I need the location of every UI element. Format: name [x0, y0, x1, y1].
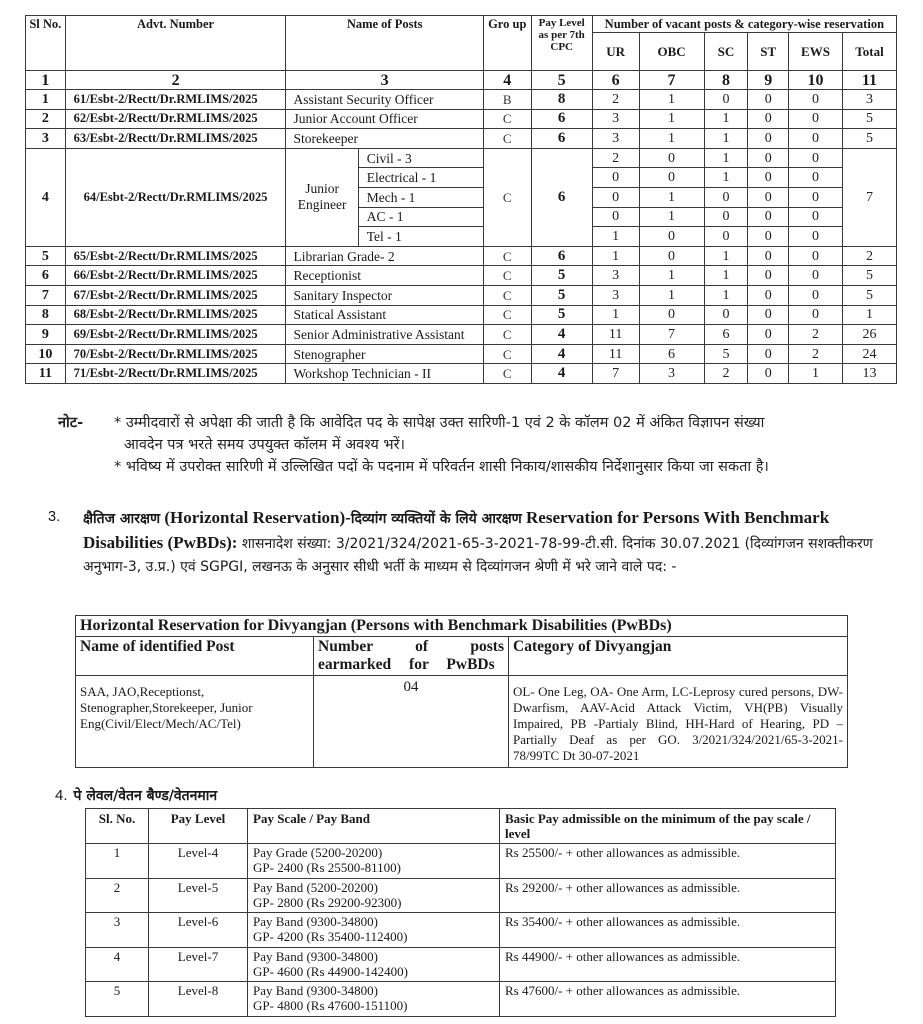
cell-advt: 61/Esbt-2/Rectt/Dr.RMLIMS/2025	[65, 90, 286, 110]
header-vacancy-group: Number of vacant posts & category-wise reservation	[592, 16, 896, 33]
cell-obc: 1	[639, 207, 704, 227]
cell-st: 0	[748, 148, 789, 168]
cell-level: Level-4	[149, 844, 248, 879]
header-identified-post: Name of identified Post	[76, 637, 314, 676]
cell-basic: Rs 47600/- + other allowances as admissible.	[500, 982, 836, 1017]
cell-posts-count: 04	[314, 676, 509, 768]
cell-ews: 0	[789, 168, 843, 188]
header-group: Gro up	[483, 16, 531, 71]
cell-advt: 63/Esbt-2/Rectt/Dr.RMLIMS/2025	[65, 129, 286, 149]
cell-ews: 0	[789, 207, 843, 227]
cell-total: 7	[842, 148, 896, 246]
scale-line-2: GP- 4200 (Rs 35400-112400)	[253, 929, 408, 945]
cell-st: 0	[748, 109, 789, 129]
cell-pay: 4	[531, 325, 592, 345]
cell-obc: 1	[639, 109, 704, 129]
cell-st: 0	[748, 187, 789, 207]
cell-pay: 6	[531, 129, 592, 149]
cell-ews: 2	[789, 344, 843, 364]
pay-header-row	[86, 809, 836, 844]
cell-sl: 1	[86, 844, 149, 879]
scale-line-1: Pay Band (5200-20200)	[253, 879, 378, 895]
cell-ur: 3	[592, 285, 639, 305]
cell-total: 1	[842, 305, 896, 325]
cell-advt: 62/Esbt-2/Rectt/Dr.RMLIMS/2025	[65, 109, 286, 129]
pwbd-header-row	[76, 637, 848, 676]
table-row	[26, 266, 897, 286]
col-num: 5	[531, 71, 592, 90]
section-3-text	[83, 506, 878, 579]
cell-group: B	[483, 90, 531, 110]
cell-group: C	[483, 344, 531, 364]
cell-ews: 2	[789, 325, 843, 345]
cell-sl: 8	[26, 305, 66, 325]
cell-advt: 67/Esbt-2/Rectt/Dr.RMLIMS/2025	[65, 285, 286, 305]
pwbd-table-title: Horizontal Reservation for Divyangjan (Persons with Benchmark Disabilities (PwBDs)	[76, 616, 848, 637]
header-sc: SC	[704, 33, 748, 71]
cell-advt: 65/Esbt-2/Rectt/Dr.RMLIMS/2025	[65, 246, 286, 266]
cell-sc: 0	[704, 207, 748, 227]
header-ur: UR	[592, 33, 639, 71]
vacancy-table	[25, 15, 897, 384]
cell-group: C	[483, 129, 531, 149]
header-category: Category of Divyangjan	[509, 637, 848, 676]
cell-st: 0	[748, 266, 789, 286]
header-sl-no: Sl. No.	[86, 809, 149, 844]
cell-group: C	[483, 109, 531, 129]
cell-discipline: Civil - 3	[358, 148, 483, 168]
cell-post: Statical Assistant	[286, 305, 483, 325]
cell-ews: 0	[789, 266, 843, 286]
cell-group: C	[483, 246, 531, 266]
scale-line-2: GP- 2800 (Rs 29200-92300)	[253, 894, 402, 910]
cell-total: 5	[842, 109, 896, 129]
table-row	[26, 364, 897, 384]
header-pay-level: Pay Level	[149, 809, 248, 844]
cell-sc: 0	[704, 305, 748, 325]
col-num: 8	[704, 71, 748, 90]
table-row	[86, 947, 836, 982]
cell-ews: 0	[789, 246, 843, 266]
pay-scale-table	[85, 808, 836, 1017]
cell-ur: 3	[592, 129, 639, 149]
col-num: 10	[789, 71, 843, 90]
cell-post: Sanitary Inspector	[286, 285, 483, 305]
cell-total: 5	[842, 285, 896, 305]
cell-st: 0	[748, 305, 789, 325]
cell-sc: 1	[704, 285, 748, 305]
pwbd-title-row	[76, 616, 848, 637]
section-3-heading-en-1: (Horizontal Reservation)-	[160, 508, 351, 527]
cell-obc: 1	[639, 285, 704, 305]
cell-basic: Rs 44900/- + other allowances as admissible.	[500, 947, 836, 982]
cell-advt: 70/Esbt-2/Rectt/Dr.RMLIMS/2025	[65, 344, 286, 364]
cell-post: Receptionist	[286, 266, 483, 286]
cell-sl: 4	[26, 148, 66, 246]
cell-total: 3	[842, 90, 896, 110]
header-st: ST	[748, 33, 789, 71]
column-number-row	[26, 71, 897, 90]
cell-ur: 7	[592, 364, 639, 384]
cell-discipline: AC - 1	[358, 207, 483, 227]
cell-group: C	[483, 266, 531, 286]
cell-pay: 6	[531, 109, 592, 129]
cell-group: C	[483, 364, 531, 384]
cell-group: C	[483, 285, 531, 305]
note-label: नोट-	[58, 415, 84, 431]
cell-level: Level-8	[149, 982, 248, 1017]
cell-level: Level-7	[149, 947, 248, 982]
cell-level: Level-5	[149, 878, 248, 913]
cell-pay: 4	[531, 344, 592, 364]
cell-ur: 2	[592, 90, 639, 110]
header-pay-level: Pay Level as per 7th CPC	[531, 16, 592, 71]
cell-obc: 0	[639, 305, 704, 325]
cell-sl: 9	[26, 325, 66, 345]
header-ews: EWS	[789, 33, 843, 71]
cell-st: 0	[748, 285, 789, 305]
table-row	[26, 325, 897, 345]
cell-sc: 2	[704, 364, 748, 384]
cell-ur: 2	[592, 148, 639, 168]
cell-sc: 1	[704, 168, 748, 188]
cell-pay: 5	[531, 266, 592, 286]
cell-post: Junior Account Officer	[286, 109, 483, 129]
cell-obc: 0	[639, 227, 704, 247]
table-row	[26, 246, 897, 266]
table-row	[86, 844, 836, 879]
cell-ur: 11	[592, 344, 639, 364]
table-row	[26, 305, 897, 325]
header-obc: OBC	[639, 33, 704, 71]
cell-discipline: Mech - 1	[358, 187, 483, 207]
cell-categories: OL- One Leg, OA- One Arm, LC-Leprosy cured persons, DW- Dwarfism, AAV-Acid Attack Victim, VH(PB) Visually Impaired, PB -Partialy Blind, HH-Hard of Hearing, PD –Partially Deaf as per GO. 3/2021/324/2021/65-3-2021-78/99TC Dt 30-07-2021	[509, 676, 848, 768]
cell-obc: 3	[639, 364, 704, 384]
cell-scale	[248, 844, 500, 879]
cell-advt: 71/Esbt-2/Rectt/Dr.RMLIMS/2025	[65, 364, 286, 384]
cell-sl: 6	[26, 266, 66, 286]
cell-st: 0	[748, 364, 789, 384]
cell-advt: 64/Esbt-2/Rectt/Dr.RMLIMS/2025	[65, 148, 286, 246]
table-row	[26, 109, 897, 129]
cell-sl: 4	[86, 947, 149, 982]
note-line-2: आवदेन पत्र भरते समय उपयुक्त कॉलम में अवश्य भरें।	[124, 437, 406, 453]
cell-pay: 4	[531, 364, 592, 384]
cell-total: 26	[842, 325, 896, 345]
scale-line-1: Pay Grade (5200-20200)	[253, 845, 383, 860]
cell-sc: 1	[704, 266, 748, 286]
cell-sc: 6	[704, 325, 748, 345]
cell-sc: 1	[704, 109, 748, 129]
scale-line-2: GP- 2400 (Rs 25500-81100)	[253, 860, 401, 875]
cell-post: Stenographer	[286, 344, 483, 364]
cell-total: 24	[842, 344, 896, 364]
cell-post: Workshop Technician - II	[286, 364, 483, 384]
cell-advt: 69/Esbt-2/Rectt/Dr.RMLIMS/2025	[65, 325, 286, 345]
col-num: 3	[286, 71, 483, 90]
cell-pay: 6	[531, 148, 592, 246]
section-3-number: 3.	[48, 509, 61, 525]
cell-sl: 5	[86, 982, 149, 1017]
cell-obc: 1	[639, 266, 704, 286]
table-row	[86, 878, 836, 913]
cell-ews: 0	[789, 285, 843, 305]
section-4-title: पे लेवल/वेतन बैण्ड/वेतनमान	[73, 788, 218, 804]
cell-ews: 0	[789, 109, 843, 129]
section-3-horizontal-reservation	[48, 506, 878, 579]
table-row	[26, 344, 897, 364]
scale-line-1: Pay Band (9300-34800)	[253, 983, 378, 999]
cell-basic: Rs 35400/- + other allowances as admissible.	[500, 913, 836, 948]
cell-discipline: Tel - 1	[358, 227, 483, 247]
cell-obc: 7	[639, 325, 704, 345]
section-4-number: 4.	[55, 787, 68, 804]
cell-scale	[248, 947, 500, 982]
cell-obc: 1	[639, 90, 704, 110]
cell-sl: 10	[26, 344, 66, 364]
cell-ews: 0	[789, 227, 843, 247]
cell-post: Storekeeper	[286, 129, 483, 149]
pwbd-table	[75, 615, 848, 768]
note-line-3: * भविष्य में उपरोक्त सारिणी में उल्लिखित पदों के पदनाम में परिवर्तन शासी निकाय/शासकीय निर्देशानुसार किया जा सकता है।	[114, 459, 769, 475]
header-basic-pay: Basic Pay admissible on the minimum of the pay scale / level	[500, 809, 836, 844]
cell-total: 5	[842, 266, 896, 286]
table-row	[26, 90, 897, 110]
cell-sl: 1	[26, 90, 66, 110]
col-num: 7	[639, 71, 704, 90]
cell-post: Senior Administrative Assistant	[286, 325, 483, 345]
cell-ews: 0	[789, 148, 843, 168]
cell-ur: 1	[592, 305, 639, 325]
cell-sc: 1	[704, 246, 748, 266]
cell-ur: 1	[592, 246, 639, 266]
cell-sc: 0	[704, 187, 748, 207]
header-row	[26, 16, 897, 33]
cell-discipline: Electrical - 1	[358, 168, 483, 188]
cell-sl: 3	[26, 129, 66, 149]
cell-sl: 2	[86, 878, 149, 913]
cell-sl: 5	[26, 246, 66, 266]
cell-st: 0	[748, 129, 789, 149]
cell-ur: 0	[592, 168, 639, 188]
cell-ur: 1	[592, 227, 639, 247]
header-total: Total	[842, 33, 896, 71]
cell-group: C	[483, 305, 531, 325]
cell-sc: 1	[704, 129, 748, 149]
cell-scale	[248, 913, 500, 948]
cell-st: 0	[748, 227, 789, 247]
cell-advt: 66/Esbt-2/Rectt/Dr.RMLIMS/2025	[65, 266, 286, 286]
cell-st: 0	[748, 207, 789, 227]
cell-ur: 3	[592, 109, 639, 129]
cell-ews: 0	[789, 90, 843, 110]
col-num: 11	[842, 71, 896, 90]
cell-total: 2	[842, 246, 896, 266]
cell-sc: 1	[704, 148, 748, 168]
cell-ur: 0	[592, 207, 639, 227]
col-num: 4	[483, 71, 531, 90]
cell-scale	[248, 982, 500, 1017]
note-line-1: * उम्मीदवारों से अपेक्षा की जाती है कि आवेदित पद के सापेक्ष उक्त सारिणी-1 एवं 2 के कॉलम 02 में अंकित विज्ञापन संख्या	[114, 415, 765, 431]
cell-level: Level-6	[149, 913, 248, 948]
scale-line-2: GP- 4800 (Rs 47600-151100)	[253, 998, 408, 1014]
section-3-heading-hi-2: दिव्यांग व्यक्तियों के लिये आरक्षण	[350, 511, 522, 527]
header-sl-no: Sl No.	[26, 16, 66, 71]
cell-post: Junior Engineer	[286, 148, 358, 246]
table-row	[86, 913, 836, 948]
cell-ews: 1	[789, 364, 843, 384]
col-num: 2	[65, 71, 286, 90]
cell-st: 0	[748, 168, 789, 188]
table-row	[26, 285, 897, 305]
cell-sl: 7	[26, 285, 66, 305]
cell-obc: 0	[639, 168, 704, 188]
cell-ews: 0	[789, 187, 843, 207]
scale-line-1: Pay Band (9300-34800)	[253, 914, 378, 930]
cell-identified-posts: SAA, JAO,Receptionst, Stenographer,Storekeeper, Junior Eng(Civil/Elect/Mech/AC/Tel)	[76, 676, 314, 768]
cell-ews: 0	[789, 129, 843, 149]
cell-st: 0	[748, 90, 789, 110]
cell-pay: 5	[531, 285, 592, 305]
cell-sc: 0	[704, 90, 748, 110]
cell-st: 0	[748, 344, 789, 364]
note-block	[58, 412, 898, 478]
cell-pay: 8	[531, 90, 592, 110]
cell-st: 0	[748, 246, 789, 266]
col-num: 1	[26, 71, 66, 90]
col-num: 9	[748, 71, 789, 90]
header-posts-earmarked: Number of posts earmarked for PwBDs	[314, 637, 509, 676]
table-row	[86, 982, 836, 1017]
cell-obc: 1	[639, 129, 704, 149]
cell-total: 13	[842, 364, 896, 384]
col-num: 6	[592, 71, 639, 90]
cell-ur: 11	[592, 325, 639, 345]
cell-obc: 6	[639, 344, 704, 364]
cell-obc: 1	[639, 187, 704, 207]
cell-ur: 3	[592, 266, 639, 286]
cell-sc: 0	[704, 227, 748, 247]
section-4-heading	[55, 786, 217, 805]
cell-st: 0	[748, 325, 789, 345]
header-pay-scale: Pay Scale / Pay Band	[248, 809, 500, 844]
scale-line-1: Pay Band (9300-34800)	[253, 948, 378, 964]
cell-sl: 2	[26, 109, 66, 129]
cell-post: Assistant Security Officer	[286, 90, 483, 110]
cell-pay: 5	[531, 305, 592, 325]
cell-obc: 0	[639, 148, 704, 168]
cell-group: C	[483, 148, 531, 246]
header-name-of-posts: Name of Posts	[286, 16, 483, 71]
cell-total: 5	[842, 129, 896, 149]
cell-ews: 0	[789, 305, 843, 325]
cell-pay: 6	[531, 246, 592, 266]
cell-sc: 5	[704, 344, 748, 364]
cell-obc: 0	[639, 246, 704, 266]
section-3-body: शासनादेश संख्या: 3/2021/324/2021-65-3-2021-78-99-टी.सी. दिनांक 30.07.2021 (दिव्यांगजन सशक्तीकरण अनुभाग-3, उ.प्र.) एवं SGPGI, लखनऊ के अनुसार सीधी भर्ती के माध्यम से दिव्यांगजन श्रेणी में भरे जाने वाले पद: -	[83, 536, 873, 575]
cell-advt: 68/Esbt-2/Rectt/Dr.RMLIMS/2025	[65, 305, 286, 325]
cell-group: C	[483, 325, 531, 345]
header-advt-number: Advt. Number	[65, 16, 286, 71]
cell-basic: Rs 25500/- + other allowances as admissible.	[500, 844, 836, 879]
cell-sl: 11	[26, 364, 66, 384]
table-row	[26, 129, 897, 149]
table-row-junior-engineer	[26, 148, 897, 168]
cell-post: Librarian Grade- 2	[286, 246, 483, 266]
cell-scale	[248, 878, 500, 913]
scale-line-2: GP- 4600 (Rs 44900-142400)	[253, 963, 408, 979]
pwbd-data-row	[76, 676, 848, 768]
section-3-heading-hi-1: क्षैतिज आरक्षण	[83, 511, 161, 527]
cell-basic: Rs 29200/- + other allowances as admissible.	[500, 878, 836, 913]
cell-ur: 0	[592, 187, 639, 207]
cell-sl: 3	[86, 913, 149, 948]
section-3-heading-en-2: Reservation for Persons With Benchmark Disabilities (PwBDs):	[83, 508, 830, 552]
